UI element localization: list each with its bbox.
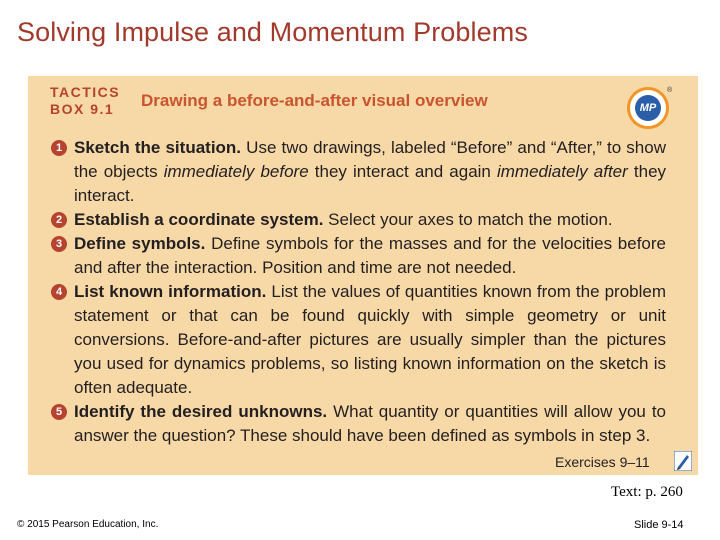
step-1-lead: Sketch the situation. (74, 138, 242, 157)
step-4-lead: List known information. (74, 282, 267, 301)
step-1-emphasis-after: immediately after (496, 162, 628, 181)
slide-number: Slide 9-14 (634, 519, 684, 531)
step-4-text: List the values of quantities known from the problem statement or that can be found quickly with simple geometry or unit conversions. Before-and-after pictures are usually simpler than the pictures you used for dynamics problems, so listing known information on the sketch is often adequate. (74, 282, 666, 397)
mp-badge-icon (627, 87, 669, 129)
step-1 (50, 136, 666, 208)
exercises-reference: Exercises 9–11 (555, 454, 650, 470)
tactics-label-line2: BOX 9.1 (50, 101, 115, 117)
mp-badge-text: MP (635, 95, 661, 121)
step-3 (50, 232, 666, 280)
step-5 (50, 400, 666, 448)
step-5-lead: Identify the desired unknowns. (74, 402, 328, 421)
step-number-2: 2 (51, 212, 67, 228)
step-number-5: 5 (51, 404, 67, 420)
step-1-text: Use two drawings, labeled “Before” and “After,” to show the objects (74, 138, 666, 181)
step-2-lead: Establish a coordinate system. (74, 210, 324, 229)
copyright-notice: © 2015 Pearson Education, Inc. (17, 519, 159, 530)
tactics-label-line1: TACTICS (50, 84, 121, 100)
step-1-text-mid: they interact and again (308, 162, 497, 181)
pencil-icon (674, 451, 692, 471)
step-1-emphasis-before: immediately before (163, 162, 309, 181)
tactics-steps (50, 136, 666, 448)
step-number-1: 1 (51, 140, 67, 156)
step-3-lead: Define symbols. (74, 234, 206, 253)
text-page-reference: Text: p. 260 (611, 484, 683, 500)
step-2 (50, 208, 666, 232)
step-number-4: 4 (51, 284, 67, 300)
tactics-box-title: Drawing a before-and-after visual overview (141, 91, 488, 110)
tactics-box-label (50, 84, 120, 118)
step-4 (50, 280, 666, 400)
slide-title: Solving Impulse and Momentum Problems (17, 17, 528, 47)
step-1-text-end: they interact. (74, 162, 667, 205)
step-3-text: Define symbols for the masses and for the velocities before and after the interaction. Position and time are not needed. (74, 234, 667, 277)
step-5-text: What quantity or quantities will allow you to answer the question? These should have been defined as symbols in step 3. (74, 402, 667, 445)
step-number-3: 3 (51, 236, 67, 252)
registered-mark: ® (667, 87, 673, 94)
step-2-text: Select your axes to match the motion. (323, 210, 613, 229)
